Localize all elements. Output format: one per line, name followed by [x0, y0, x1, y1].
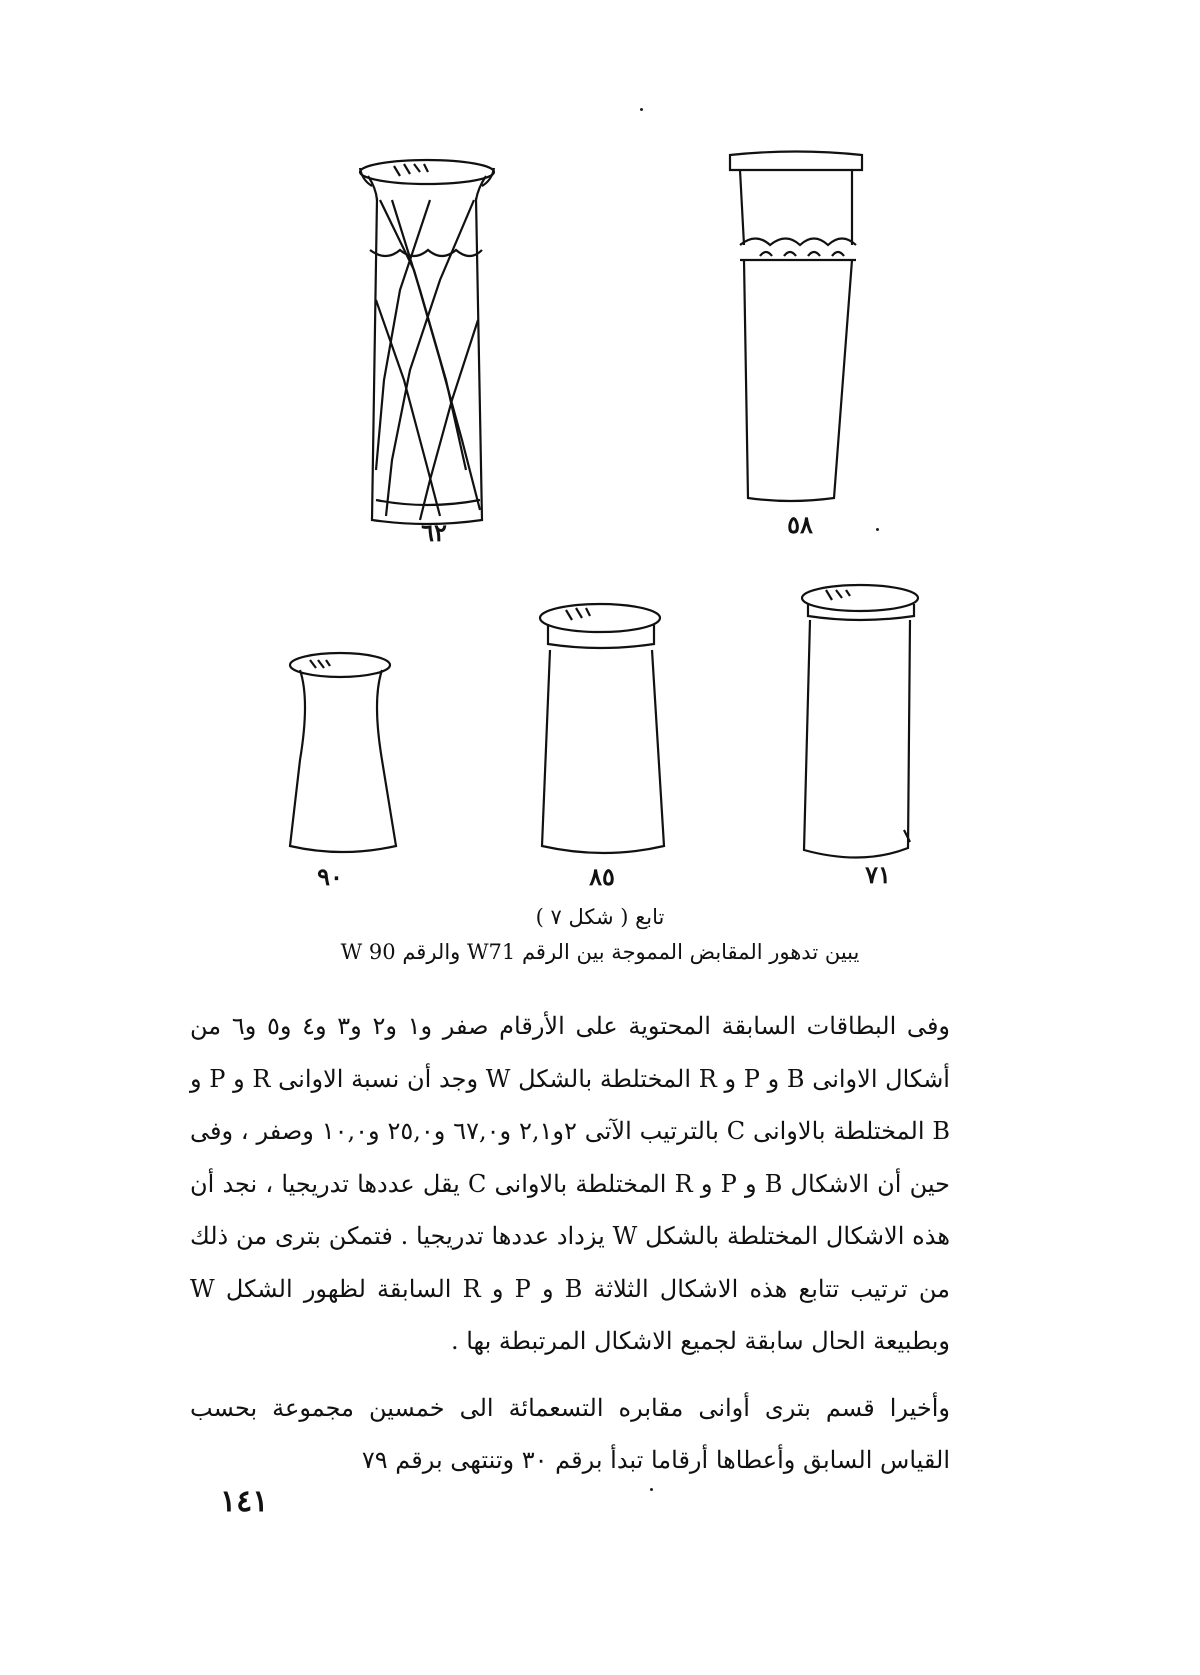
figure-label-62: ٦٢: [421, 518, 447, 547]
vessel-58-drawing: [730, 152, 862, 502]
figure-label-71: ٧١: [865, 860, 891, 889]
figure-caption-description: يبين تدهور المقابض المموجة بين الرقم W71 والرقم W 90: [340, 940, 860, 964]
scan-speck: [876, 528, 879, 531]
paragraph: وأخيرا قسم بترى أوانى مقابره التسعمائة الى خمسين مجموعة بحسب القياس السابق وأعطاها أرقاما تبدأ برقم ٣٠ وتنتهى برقم ٧٩: [190, 1393, 950, 1474]
body-text: [190, 1000, 950, 1487]
vessel-90-drawing: [290, 653, 396, 852]
figure-caption-title: تابع ( شكل ٧ ): [535, 905, 665, 929]
scan-speck: [650, 1488, 653, 1491]
vessel-71-drawing: [802, 585, 918, 858]
scan-speck: [640, 108, 643, 111]
figure-label-85: ٨٥: [589, 862, 615, 891]
figure-label-58: ٥٨: [787, 510, 813, 539]
figure-label-90: ٩٠: [317, 862, 343, 891]
vessel-62-drawing: [360, 160, 494, 524]
vessel-85-drawing: [540, 604, 664, 853]
page-number: ١٤١: [220, 1484, 269, 1519]
paragraph: وفى البطاقات السابقة المحتوية على الأرقام صفر و١ و٢ و٣ و٤ و٥ و٦ من أشكال الاوانى B و P و R المختلطة بالشكل W وجد أن نسبة الاوانى R و P و B المختلطة بالاوانى C بالترتيب الآتى ٢و٢,١ و٦٧,٠ و٢٥,٠ و١٠,٠ وصفر ، وفى حين أن الاشكال B و P و R المختلطة بالاوانى C يقل عددها تدريجيا ، نجد أن هذه الاشكال المختلطة بالشكل W يزداد عددها تدريجيا . فتمكن بترى من ذلك من ترتيب تتابع هذه الاشكال الثلاثة B و P و R السابقة لظهور الشكل W وبطبيعة الحال سابقة لجميع الاشكال المرتبطة بها .: [190, 1012, 951, 1355]
